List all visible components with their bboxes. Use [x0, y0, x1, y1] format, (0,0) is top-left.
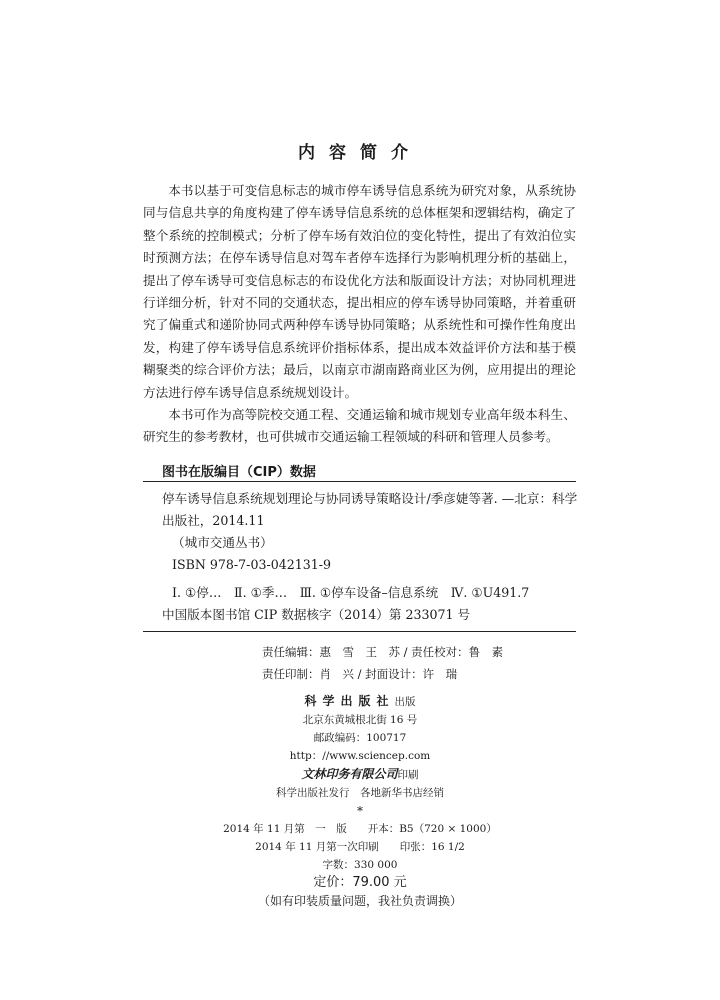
printing-line: 2014 年 11 月第一次印刷 印张：16 1/2: [255, 841, 465, 853]
publisher-suffix: 出版: [394, 696, 416, 708]
printer-suffix: 印刷: [397, 769, 419, 781]
imprint-block: [0, 692, 720, 910]
summary-paragraph-2: 本书可作为高等院校交通工程、交通运输和城市规划专业高年级本科生、研究生的参考教材，也可供城市交通运输工程领域的科研和管理人员参考。: [143, 407, 576, 445]
publisher-postcode: 邮政编码：100717: [313, 732, 407, 744]
cip-classification: Ⅰ. ①停… Ⅱ. ①季… Ⅲ. ①停车设备–信息系统 Ⅳ. ①U491.7: [172, 585, 530, 600]
distribution-line: 科学出版社发行 各地新华书店经销: [276, 787, 444, 799]
edition-line: 2014 年 11 月第 一 版 开本：B5（720 × 1000）: [223, 823, 497, 835]
cip-bottom-rule: [143, 631, 576, 632]
summary-paragraph-1: 本书以基于可变信息标志的城市停车诱导信息系统为研究对象，从系统协同与信息共享的角度构建了停车诱导信息系统的总体框架和逻辑结构，确定了整个系统的控制模式；分析了停车场有效泊位的变化特性，提出了有效泊位实时预测方法；在停车诱导信息对驾车者停车选择行为影响机理分析的基础上，提出了停车诱导可变信息标志的布设优化方法和版面设计方法；对协同机理进行详细分析，针对不同的交通状态，提出相应的停车诱导协同策略，并着重研究了偏重式和递阶协同式两种停车诱导协同策略；从系统性和可操作性角度出发，构建了停车诱导信息系统评价指标体系，提出成本效益评价方法和基于模糊聚类的综合评价方法；最后，以南京市湖南路商业区为例，应用提出的理论方法进行停车诱导信息系统规划设计。: [143, 183, 576, 400]
book-summary: [143, 180, 576, 449]
word-count: 字数：330 000: [322, 859, 398, 871]
publisher-name: 科学出版社: [304, 694, 395, 708]
quality-notice: （如有印装质量问题，我社负责调换）: [257, 894, 462, 908]
printer-name: 文林印务有限公司: [301, 767, 398, 781]
editorial-credits: [0, 641, 720, 685]
cip-record-block: [162, 488, 582, 626]
publisher-line: [0, 692, 720, 711]
cip-top-rule: [143, 481, 576, 482]
cip-isbn: ISBN 978-7-03-042131-9: [172, 557, 332, 572]
cip-record-number: 中国版本图书馆 CIP 数据核字（2014）第 233071 号: [162, 607, 471, 622]
publisher-website: http：//www.sciencep.com: [289, 750, 431, 762]
cip-heading: 图书在版编目（CIP）数据: [162, 465, 316, 480]
cip-series: （城市交通丛书）: [172, 535, 273, 550]
printer-line: [0, 765, 720, 784]
page-title: 内容简介: [298, 143, 422, 163]
price: 定价：79.00 元: [313, 875, 407, 890]
credits-line-1: 责任编辑：惠 雪 王 苏 / 责任校对：鲁 素: [262, 645, 504, 659]
credits-line-2: 责任印制：肖 兴 / 封面设计：许 瑞: [262, 667, 458, 681]
publisher-address: 北京东黄城根北街 16 号: [302, 714, 418, 726]
separator-star: *: [357, 804, 363, 818]
cip-entry: 停车诱导信息系统规划理论与协同诱导策略设计/季彦婕等著. —北京：科学出版社，2014.11: [162, 491, 578, 528]
